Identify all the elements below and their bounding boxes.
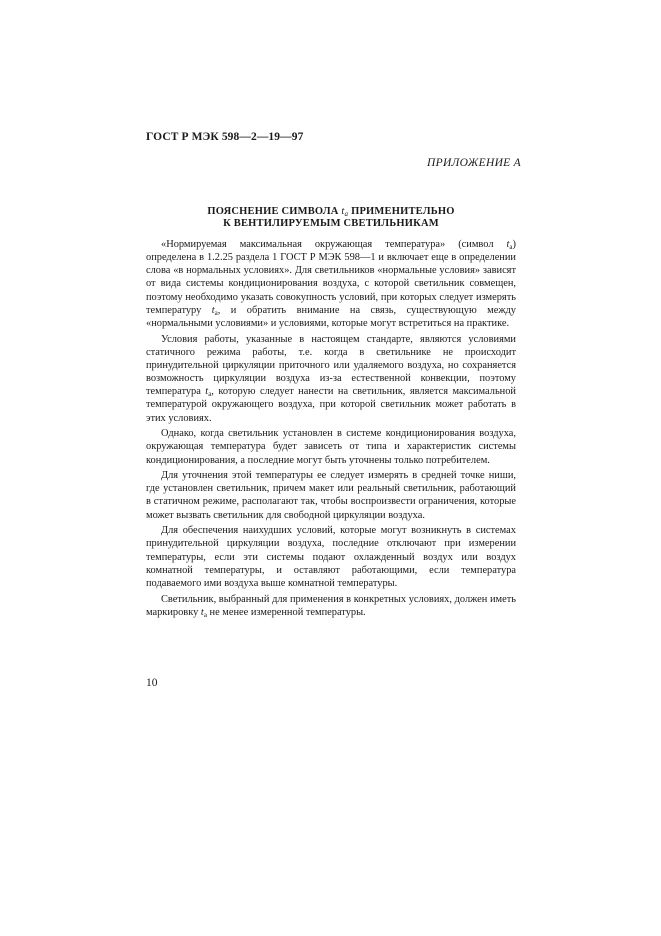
title-text-after-symbol: ПРИМЕНИТЕЛЬНО bbox=[348, 206, 455, 217]
title-line-2: К ВЕНТИЛИРУЕМЫМ СВЕТИЛЬНИКАМ bbox=[223, 218, 439, 229]
appendix-title bbox=[146, 206, 516, 230]
appendix-label: ПРИЛОЖЕНИЕ А bbox=[427, 157, 521, 169]
title-text-before-symbol: ПОЯСНЕНИЕ СИМВОЛА bbox=[207, 206, 342, 217]
paragraph-1-text-c: , и обратить внимание на связь, существующую между «нормальными условиями» и условиями, которые могут встретиться на практике. bbox=[146, 304, 517, 329]
title-line-1 bbox=[146, 206, 516, 218]
paragraph-5: Для обеспечения наихудших условий, которые могут возникнуть в системах принудительной циркуляции воздуха, последние отключают при измерении температуры, если эти системы подают охлажденный воздух или воздух комнатной температуры, и оставляют работающими, если температура подаваемого ими воздуха выше комнатной температуры. bbox=[146, 525, 516, 589]
symbol-letter: t bbox=[205, 386, 209, 398]
paragraph-2 bbox=[146, 333, 516, 425]
paragraph-1-text-b: ) определена в 1.2.25 раздела 1 ГОСТ Р МЭК 598—1 и включает еще в определении слова «в нормальных условиях». Для светильников «нормальные условия» зависят от вида системы кондиционирования воздуха, с которой светильник совмещен, поэтому необходимо указать совокупность условий, при которых следует измерять температуру bbox=[146, 239, 516, 316]
paragraph-3: Однако, когда светильник установлен в системе кондиционирования воздуха, окружающая температура будет зависеть от типа и характеристик системы кондиционирования, а последние могут быть уточнены только потребителем. bbox=[146, 428, 516, 466]
paragraph-6 bbox=[146, 593, 516, 619]
paragraph-6-text-b: не менее измеренной температуры. bbox=[206, 606, 366, 618]
page-number: 10 bbox=[146, 677, 158, 689]
paragraph-6-text-a: Светильник, выбранный для применения в конкретных условиях, должен иметь маркировку bbox=[146, 593, 516, 618]
standard-code: ГОСТ Р МЭК 598—2—19—97 bbox=[146, 131, 304, 143]
symbol-letter: t bbox=[200, 606, 204, 618]
symbol-subscript: a bbox=[203, 610, 207, 619]
paragraph-2-text-a: Условия работы, указанные в настоящем стандарте, являются условиями статичного режима работы, т.е. когда в светильнике не происходит принудительной циркуляции приточного или удаляемого воздуха, но сохраняется возможность циркуляции воздуха из-за естественной конвекции, поэтому температура bbox=[146, 333, 516, 398]
symbol-letter: t bbox=[211, 304, 215, 316]
paragraph-2-text-b: , которую следует нанести на светильник, является максимальной температурой окружающего воздуха, при которой светильник может работать в этих условиях. bbox=[146, 386, 516, 424]
appendix-body bbox=[146, 238, 516, 621]
paragraph-1-text-a: «Нормируемая максимальная окружающая температура» (символ bbox=[161, 239, 507, 250]
symbol-subscript: a bbox=[214, 308, 218, 317]
paragraph-1 bbox=[146, 238, 516, 330]
symbol-letter: t bbox=[506, 239, 510, 250]
paragraph-4: Для уточнения этой температуры ее следует измерять в средней точке ниши, где установлен светильник, причем макет или реальный светильник, работающий в статичном режиме, располагают так, чтобы воспроизвести ограничения, которые может вызвать светильник для свободной циркуляции воздуха. bbox=[146, 470, 516, 521]
title-symbol-letter: t bbox=[341, 206, 345, 217]
symbol-subscript: a bbox=[509, 243, 513, 251]
symbol-subscript: a bbox=[208, 390, 212, 399]
title-symbol-subscript: а bbox=[344, 210, 349, 218]
